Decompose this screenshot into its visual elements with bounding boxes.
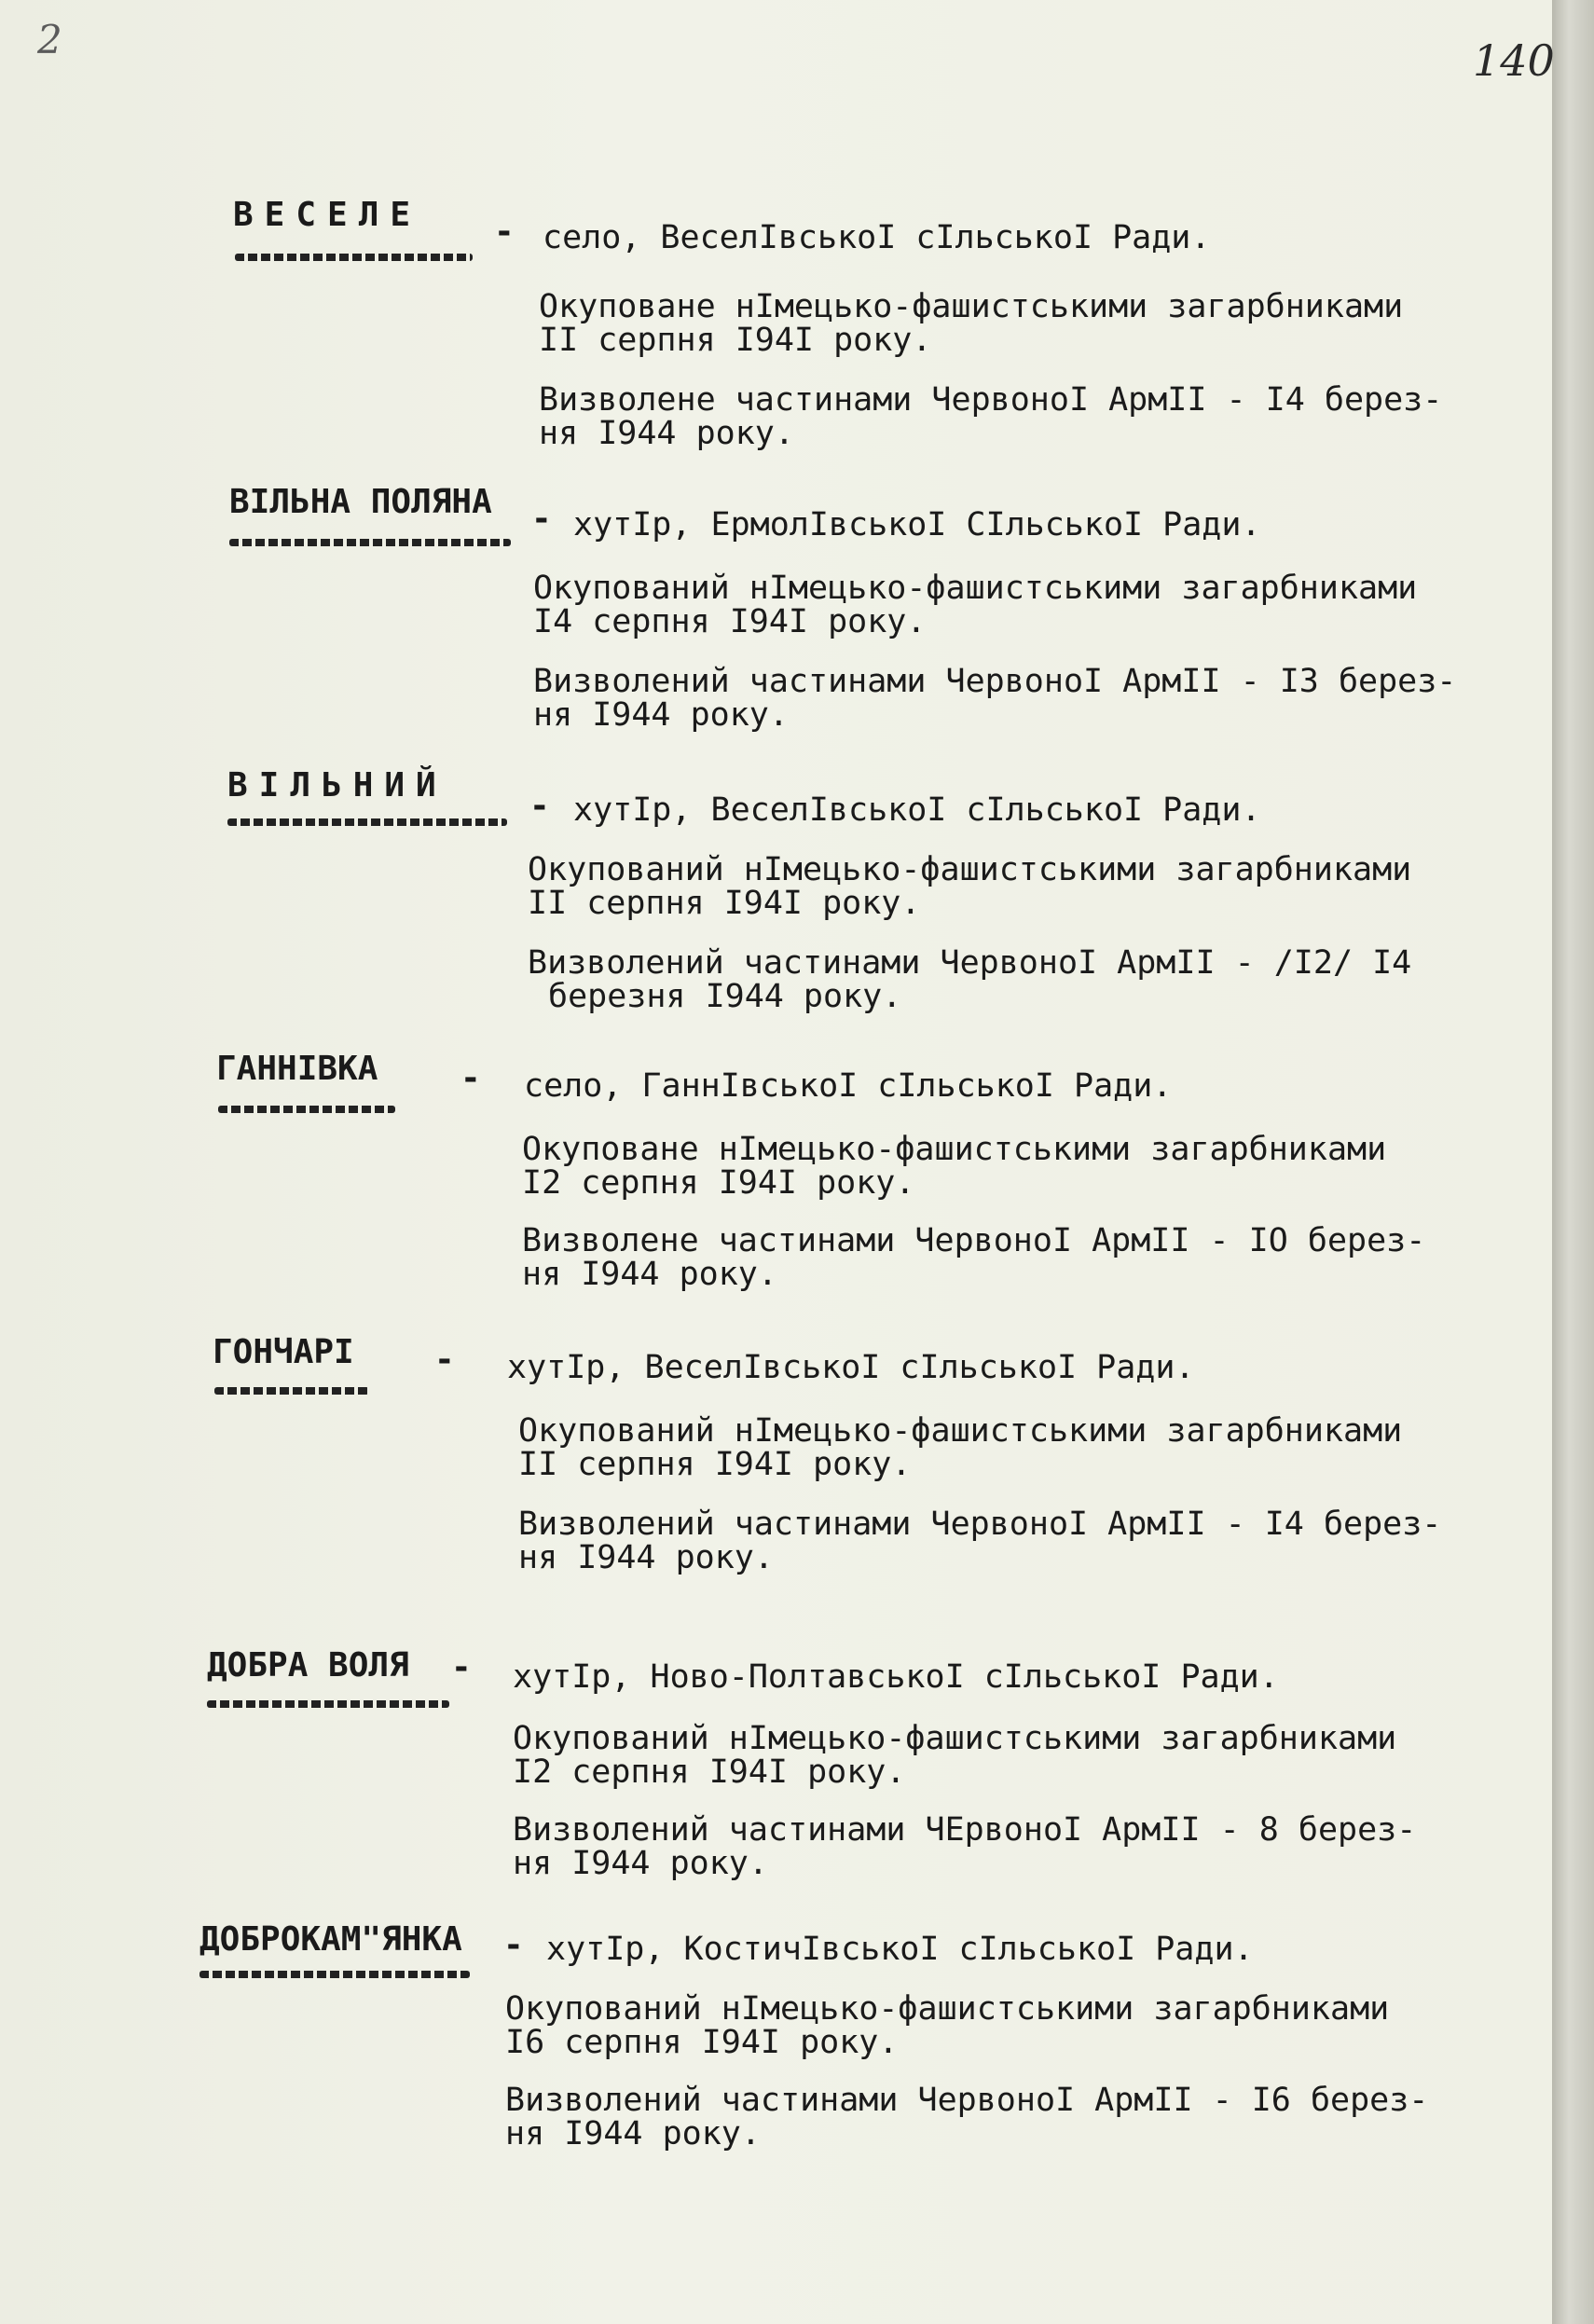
occupied-line-1: Окупований нІмецько-фашистськими загарбниками bbox=[513, 1720, 1397, 1757]
name-underline bbox=[218, 1106, 395, 1113]
entry-dash: - bbox=[451, 1648, 472, 1686]
liberated-line-1: Визволений частинами ЧервоноІ АрмІІ - ІЗ берез- bbox=[533, 663, 1457, 700]
entry-name: ГОНЧАРІ bbox=[213, 1333, 354, 1371]
page-edge-shadow bbox=[1552, 0, 1594, 2324]
occupied-line-2: ІІ серпня І94І року. bbox=[528, 885, 921, 922]
entry-dash: - bbox=[494, 213, 515, 251]
liberated-line-1: Визволений частинами ЧервоноІ АрмІІ - І6 берез- bbox=[505, 2082, 1429, 2119]
liberated-line-2: ня І944 року. bbox=[533, 696, 789, 734]
name-underline bbox=[207, 1700, 449, 1708]
liberated-line-1: Визволене частинами ЧервоноІ АрмІІ - ІО берез- bbox=[522, 1222, 1426, 1259]
entry-name: ВІЛЬНИЙ bbox=[227, 766, 447, 804]
occupied-line-2: І6 серпня І94І року. bbox=[505, 2024, 899, 2061]
page-number: 140 bbox=[1473, 35, 1555, 86]
entry-type-line: село, ГаннІвськоІ сІльськоІ Ради. bbox=[524, 1067, 1173, 1105]
occupied-line-2: І2 серпня І94І року. bbox=[522, 1164, 915, 1202]
occupied-line-2: ІІ серпня І94І року. bbox=[539, 322, 932, 359]
liberated-line-2: ня І944 року. bbox=[505, 2115, 761, 2152]
entry-name: ДОБРА ВОЛЯ bbox=[207, 1646, 409, 1685]
occupied-line-2: І2 серпня І94І року. bbox=[513, 1753, 906, 1791]
occupied-line-1: Окупований нІмецько-фашистськими загарбниками bbox=[528, 851, 1412, 888]
name-underline bbox=[214, 1387, 369, 1395]
occupied-line-1: Окупований нІмецько-фашистськими загарбниками bbox=[505, 1990, 1390, 2028]
entry-dash: - bbox=[503, 1926, 524, 1964]
liberated-line-2: березня І944 року. bbox=[548, 978, 902, 1015]
entry-type-line: хутІр, КостичІвськоІ сІльськоІ Ради. bbox=[546, 1931, 1254, 1968]
entry-type-line: хутІр, ВеселІвськоІ сІльськоІ Ради. bbox=[573, 791, 1261, 829]
occupied-line-1: Окуповане нІмецько-фашистськими загарбниками bbox=[522, 1131, 1387, 1168]
liberated-line-2: ня І944 року. bbox=[513, 1845, 768, 1882]
entry-dash: - bbox=[434, 1341, 455, 1379]
entry-type-line: хутІр, Ново-ПолтавськоІ сІльськоІ Ради. bbox=[513, 1658, 1279, 1696]
name-underline bbox=[229, 539, 511, 546]
entry-name: ВІЛЬНА ПОЛЯНА bbox=[229, 483, 492, 521]
occupied-line-2: ІІ серпня І94І року. bbox=[518, 1446, 912, 1483]
occupied-line-2: І4 серпня І94І року. bbox=[533, 603, 927, 640]
liberated-line-1: Визволений частинами ЧервоноІ АрмІІ - І4 берез- bbox=[518, 1506, 1442, 1543]
entry-name: ГАННІВКА bbox=[216, 1050, 378, 1088]
entry-type-line: хутІр, ВеселІвськоІ сІльськоІ Ради. bbox=[507, 1349, 1195, 1386]
entry-dash: - bbox=[460, 1059, 481, 1097]
entry-type-line: село, ВеселІвськоІ сІльськоІ Ради. bbox=[543, 219, 1211, 256]
entry-name: ДОБРОКАМ"ЯНКА bbox=[199, 1920, 462, 1959]
name-underline bbox=[199, 1971, 470, 1978]
entry-type-line: хутІр, ЕрмолІвськоІ СІльськоІ Ради. bbox=[573, 506, 1261, 543]
occupied-line-1: Окуповане нІмецько-фашистськими загарбниками bbox=[539, 288, 1404, 325]
entry-dash: - bbox=[529, 787, 550, 825]
liberated-line-1: Визволений частинами ЧервоноІ АрмІІ - /І2/ І4 bbox=[528, 944, 1412, 982]
liberated-line-1: Визволене частинами ЧервоноІ АрмІІ - І4 берез- bbox=[539, 381, 1443, 419]
name-underline bbox=[235, 254, 473, 261]
liberated-line-2: ня І944 року. bbox=[539, 415, 794, 452]
occupied-line-1: Окупований нІмецько-фашистськими загарбниками bbox=[518, 1412, 1403, 1450]
liberated-line-2: ня І944 року. bbox=[518, 1539, 774, 1576]
occupied-line-1: Окупований нІмецько-фашистськими загарбниками bbox=[533, 570, 1418, 607]
corner-mark: 2 bbox=[37, 17, 62, 62]
name-underline bbox=[227, 818, 507, 826]
liberated-line-2: ня І944 року. bbox=[522, 1256, 777, 1293]
entry-dash: - bbox=[531, 500, 552, 538]
entry-name: ВЕСЕЛЕ bbox=[233, 196, 422, 234]
liberated-line-1: Визволений частинами ЧЕрвоноІ АрмІІ - 8 берез- bbox=[513, 1811, 1417, 1849]
